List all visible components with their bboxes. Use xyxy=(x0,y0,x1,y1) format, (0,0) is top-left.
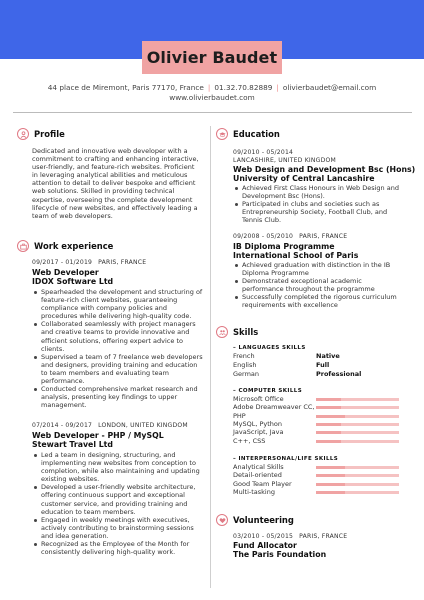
profile-line: web solutions. Skilled in providing technical xyxy=(32,187,175,196)
edu-1-location: LANCASHIRE, UNITED KINGDOM xyxy=(233,157,336,164)
bullet-line: consistently delivering high-quality work. xyxy=(41,548,176,557)
bullet-line: performance. xyxy=(41,377,85,386)
language-name: German xyxy=(233,370,260,379)
profile-line: Dedicated and innovative web developer with a xyxy=(32,147,188,155)
bullet-line: Collaborated seamlessly with project managers xyxy=(41,320,196,329)
bullet-item xyxy=(32,353,210,385)
bullet-item xyxy=(32,483,210,515)
skill-name: MySQL, Python xyxy=(233,419,282,428)
skill-name: Good Team Player xyxy=(233,479,292,488)
bullet-line: analysis, presenting key findings to upper xyxy=(41,393,178,402)
skill-name: Adobe Dreamweaver CC, xyxy=(233,403,315,412)
skill-level-bar xyxy=(316,431,399,434)
bullet-item xyxy=(233,293,415,309)
profile-line: in leveraging analytical abilities and meticulous xyxy=(32,171,188,180)
bullet-line: customer service, and providing training and xyxy=(41,499,188,508)
bullet-line: and creative teams to provide innovative and xyxy=(41,328,190,337)
profile-line: attention to detail to deliver bespoke and efficient xyxy=(32,179,196,188)
bullet-line: procedures while delivering high-quality code. xyxy=(41,312,192,321)
edu-1-date: 09/2010 - 05/2014 xyxy=(233,149,294,156)
candidate-name: Olivier Baudet xyxy=(146,48,278,67)
heart-icon xyxy=(216,514,228,526)
bullet-line: Successfully completed the rigorous curriculum xyxy=(242,293,397,302)
volunteer-org: The Paris Foundation xyxy=(233,550,327,559)
profile-line: commitment to crafting and enhancing interactive, xyxy=(32,155,199,164)
bullet-line: Supervised a team of 7 freelance web developers xyxy=(41,352,203,361)
bullet-item xyxy=(32,288,210,320)
edu-2-school: International School of Paris xyxy=(233,251,359,260)
bullet-line: requirements with excellence xyxy=(242,301,338,310)
bullet-line: Entrepreneurship Society, Football Club, and xyxy=(242,208,388,217)
bullet-item xyxy=(32,516,210,540)
language-name: French xyxy=(233,352,255,360)
bullet-line: Participated in clubs and societies such as xyxy=(242,200,380,209)
email[interactable]: olivierbaudet@email.com xyxy=(282,83,377,92)
profile-line: team of web developers. xyxy=(32,211,113,220)
edu-2-date: 09/2008 - 05/2010 PARIS, FRANCE xyxy=(233,233,348,240)
website[interactable]: www.olivierbaudet.com xyxy=(169,93,255,102)
bullet-line: compliance with company policies and xyxy=(41,304,168,313)
edu-1-degree: Web Design and Development Bsc (Hons) xyxy=(233,165,416,174)
bullet-line: Achieved graduation with distinction in the IB xyxy=(242,261,391,269)
languages-label: – LANGUAGES SKILLS xyxy=(233,345,306,351)
name-box xyxy=(142,41,282,74)
skill-level-bar xyxy=(316,406,399,409)
job-2-title: Web Developer - PHP / MySQL xyxy=(32,431,164,440)
bullet-item xyxy=(32,540,210,556)
bullet-line: clients. xyxy=(41,344,65,353)
bullet-line: Conducted comprehensive market research and xyxy=(41,385,198,394)
skill-name: PHP xyxy=(233,411,246,420)
edu-1-bullets xyxy=(233,184,415,224)
skill-name: Analytical Skills xyxy=(233,463,284,471)
skill-level-bar xyxy=(316,474,399,477)
language-level: Native xyxy=(316,352,340,360)
bullet-line: actively contributing to brainstorming sessions xyxy=(41,523,194,532)
volunteer-date: 03/2010 - 05/2015 PARIS, FRANCE xyxy=(233,533,348,540)
column-divider xyxy=(210,126,211,588)
profile-line: lifecycle of new websites, and effectively leading a xyxy=(32,203,198,212)
language-level: Professional xyxy=(316,370,362,379)
edu-2-bullets xyxy=(233,261,415,310)
skill-level-bar xyxy=(316,423,399,426)
bullet-item xyxy=(32,385,210,409)
bullet-line: Engaged in weekly meetings with executives, xyxy=(41,515,190,524)
language-name: English xyxy=(233,361,257,370)
skill-name: C++, CSS xyxy=(233,436,266,445)
job-1-bullets xyxy=(32,288,210,409)
bullet-line: management. xyxy=(41,401,87,410)
header-divider xyxy=(13,112,412,113)
bullet-line: Demonstrated exceptional academic xyxy=(242,277,362,286)
phone: 01.32.70.82889 xyxy=(214,83,273,92)
job-2-company: Stewart Travel Ltd xyxy=(32,440,113,449)
job-1-company: IDOX Software Ltd xyxy=(32,277,114,286)
bullet-line: existing websites. xyxy=(41,475,100,484)
edu-2-degree: IB Diploma Programme xyxy=(233,242,335,251)
skill-name: Microsoft Office xyxy=(233,395,284,403)
skill-level-bar xyxy=(316,415,399,418)
job-2-date: 07/2014 - 09/2017 LONDON, UNITED KINGDOM xyxy=(32,422,188,429)
bullet-item xyxy=(233,261,415,277)
edu-1-school: University of Central Lancashire xyxy=(233,174,375,183)
skill-level-bar xyxy=(316,466,399,469)
education-heading: Education xyxy=(216,128,280,140)
website-line xyxy=(0,93,424,102)
profile-line: user-friendly, and feature-rich websites. Proficient xyxy=(32,163,195,172)
bullet-line: Recognized as the Employee of the Month for xyxy=(41,540,190,549)
bullet-line: feature-rich client websites, guaranteeing xyxy=(41,296,178,305)
people-icon xyxy=(216,326,228,338)
bullet-line: efficient solutions, offering expert advice to xyxy=(41,336,183,345)
skill-name: Detail-oriented xyxy=(233,471,282,480)
bullet-line: implementing new websites from conception to xyxy=(41,459,196,468)
bullet-line: performance throughout the programme xyxy=(242,285,375,294)
profile-summary xyxy=(32,147,207,220)
profile-line: expertise, overseeing the complete development xyxy=(32,195,193,204)
bullet-line: Development Bsc (Hons). xyxy=(242,192,325,201)
volunteering-heading: Volunteering xyxy=(216,514,294,526)
skill-name: JavaScript, Java xyxy=(233,428,284,437)
bullet-line: to team members and evaluating team xyxy=(41,368,169,377)
skill-level-bar xyxy=(316,491,399,494)
language-level: Full xyxy=(316,361,330,370)
profile-heading: Profile xyxy=(17,128,65,140)
bullet-item xyxy=(32,451,210,483)
bullet-line: Spearheaded the development and structuring of xyxy=(41,288,203,296)
bullet-line: Achieved First Class Honours in Web Design and xyxy=(242,184,399,192)
bullet-item xyxy=(233,277,415,293)
bullet-item xyxy=(32,320,210,352)
skill-level-bar xyxy=(316,398,399,401)
skill-level-bar xyxy=(316,440,399,443)
skill-name: Multi-tasking xyxy=(233,487,275,496)
job-1-title: Web Developer xyxy=(32,268,99,277)
volunteer-role: Fund Allocator xyxy=(233,541,297,550)
bullet-line: Diploma Programme xyxy=(242,269,309,278)
address: 44 place de Miremont, Paris 77170, France xyxy=(47,83,204,92)
skills-heading: Skills xyxy=(216,326,258,338)
person-icon xyxy=(17,128,29,140)
bullet-line: and idea generation. xyxy=(41,531,109,540)
contact-line: 44 place de Miremont, Paris 77170, France | 01.32.70.82889 | olivierbaudet@email.com xyxy=(47,83,377,92)
bullet-line: Tennis Club. xyxy=(242,216,282,225)
bullet-line: completion, while also maintaining and updating xyxy=(41,467,200,476)
bullet-line: offering continuous support and exceptional xyxy=(41,491,185,500)
job-2-bullets xyxy=(32,451,210,556)
job-1-date: 09/2017 - 01/2019 PARIS, FRANCE xyxy=(32,259,147,266)
bullet-line: and designers, providing training and education xyxy=(41,360,198,369)
interpersonal-label: – INTERPERSONAL/LIFE SKILLS xyxy=(233,456,339,462)
work-heading: Work experience xyxy=(17,240,113,252)
graduation-cap-icon xyxy=(216,128,228,140)
bullet-item xyxy=(233,200,415,224)
bullet-line: Developed a user-friendly website architecture, xyxy=(41,483,196,492)
skill-level-bar xyxy=(316,483,399,486)
computer-skills-label: – COMPUTER SKILLS xyxy=(233,388,303,394)
bullet-item xyxy=(233,184,415,200)
bullet-line: education to team members. xyxy=(41,507,136,516)
briefcase-icon xyxy=(17,240,29,252)
bullet-line: Led a team in designing, structuring, and xyxy=(41,451,176,459)
